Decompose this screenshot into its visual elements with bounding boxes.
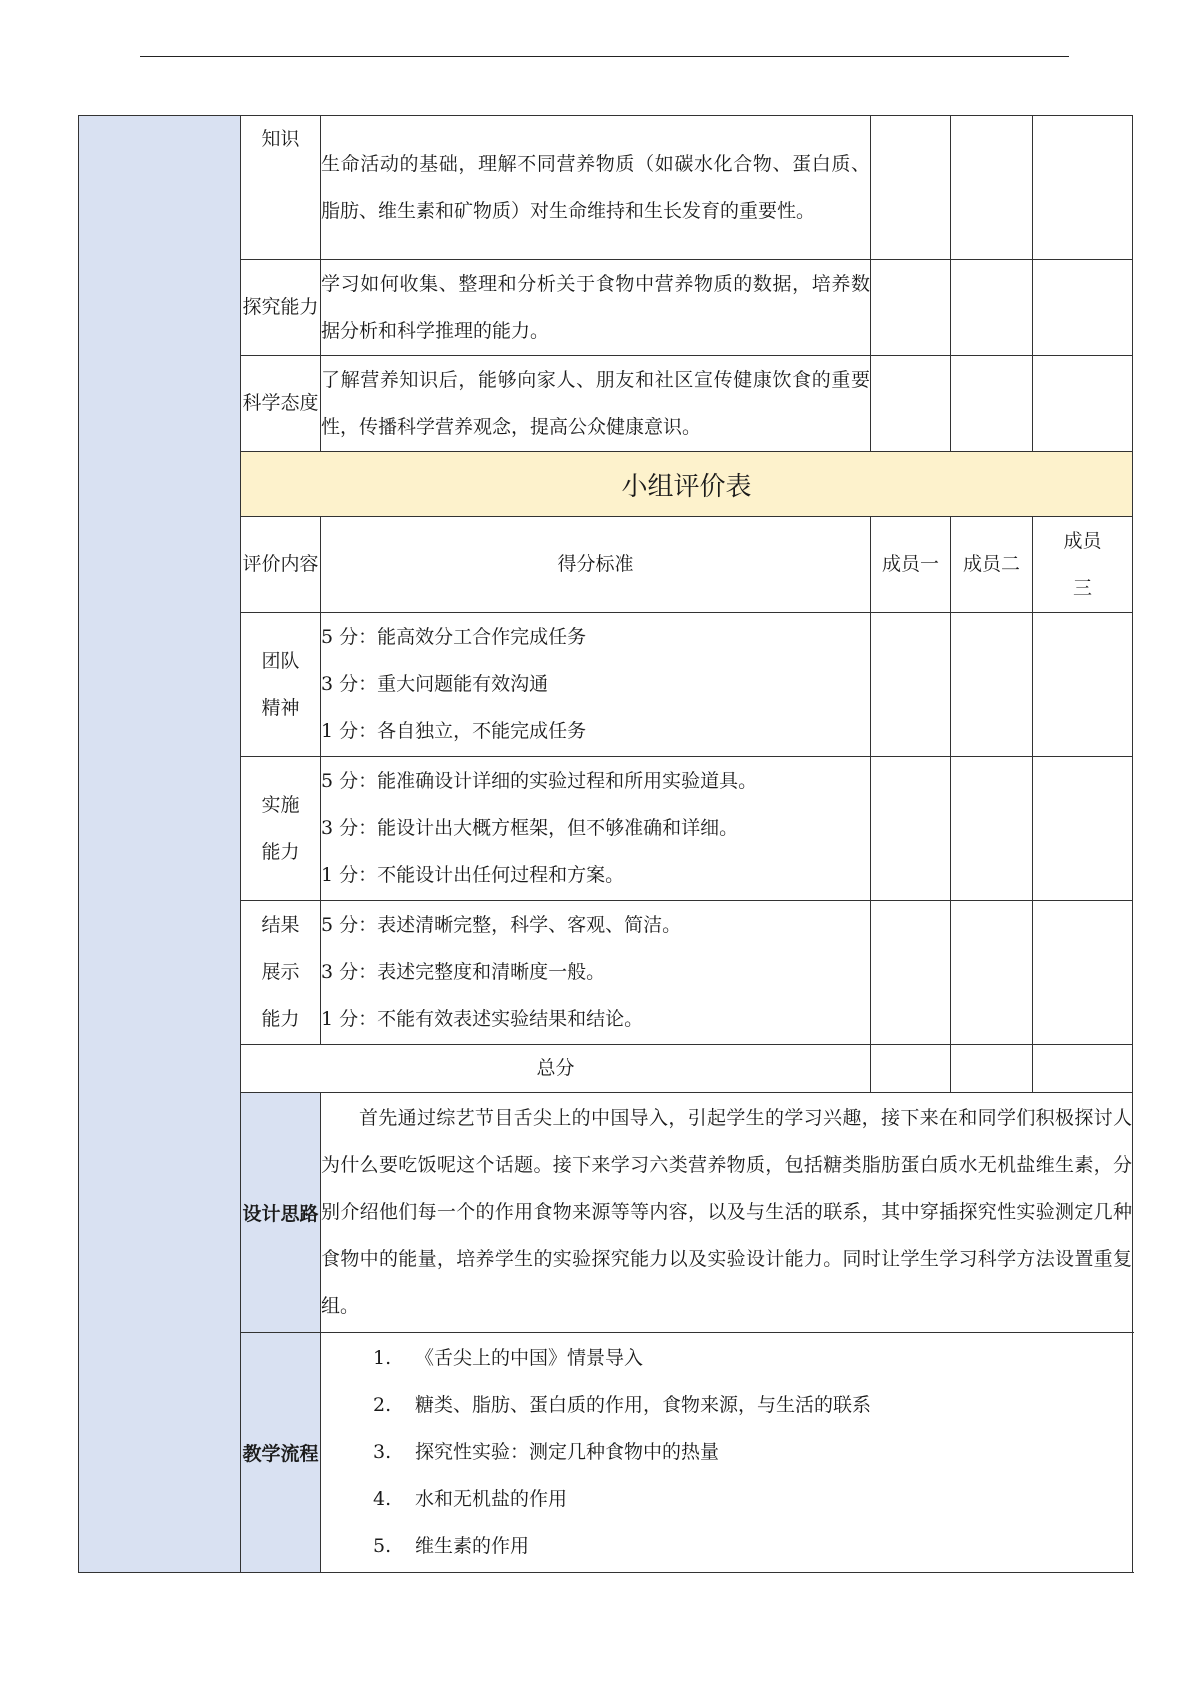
total-label: 总分 bbox=[241, 1045, 871, 1093]
flow-list bbox=[321, 1333, 1133, 1573]
criteria-cell bbox=[321, 613, 871, 757]
flow-item bbox=[321, 1335, 1132, 1382]
flow-item-text: 维生素的作用 bbox=[415, 1535, 530, 1557]
score-cell bbox=[871, 116, 951, 260]
criterion: 5 分：能准确设计详细的实验过程和所用实验道具。 bbox=[321, 770, 758, 792]
criterion: 1 分：不能设计出任何过程和方案。 bbox=[321, 864, 625, 886]
header-rule bbox=[140, 56, 1069, 57]
criteria-cell bbox=[321, 757, 871, 901]
score-cell bbox=[871, 1045, 951, 1093]
row-label: 知识 bbox=[241, 116, 321, 260]
flow-item bbox=[321, 1429, 1132, 1476]
score-cell bbox=[871, 260, 951, 356]
score-cell bbox=[1033, 901, 1133, 1045]
flow-item bbox=[321, 1382, 1132, 1429]
flow-item bbox=[321, 1523, 1132, 1570]
flow-item-text: 糖类、脂肪、蛋白质的作用，食物来源，与生活的联系 bbox=[415, 1394, 872, 1416]
score-cell bbox=[871, 356, 951, 452]
criterion: 3 分：重大问题能有效沟通 bbox=[321, 673, 549, 695]
score-cell bbox=[951, 356, 1033, 452]
side-cell-blank bbox=[79, 116, 241, 1573]
score-cell bbox=[871, 757, 951, 901]
row-label: 科学态度 bbox=[241, 356, 321, 452]
criterion: 3 分：能设计出大概方框架，但不够准确和详细。 bbox=[321, 817, 739, 839]
criteria-cell bbox=[321, 901, 871, 1045]
criterion: 1 分：不能有效表述实验结果和结论。 bbox=[321, 1008, 644, 1030]
criterion: 5 分：能高效分工合作完成任务 bbox=[321, 626, 587, 648]
score-cell bbox=[871, 613, 951, 757]
score-cell bbox=[1033, 356, 1133, 452]
design-label: 设计思路 bbox=[241, 1093, 321, 1333]
header-member-2: 成员二 bbox=[951, 517, 1033, 613]
evaluation-table bbox=[78, 115, 1133, 1573]
score-cell bbox=[951, 901, 1033, 1045]
score-cell bbox=[1033, 116, 1133, 260]
flow-item-num: 1. bbox=[373, 1347, 392, 1369]
flow-item-num: 3. bbox=[373, 1441, 392, 1463]
row-text: 学习如何收集、整理和分析关于食物中营养物质的数据，培养数据分析和科学推理的能力。 bbox=[321, 260, 871, 356]
criterion: 3 分：表述完整度和清晰度一般。 bbox=[321, 961, 606, 983]
header-member-1: 成员一 bbox=[871, 517, 951, 613]
flow-item-num: 2. bbox=[373, 1394, 392, 1416]
score-cell bbox=[1033, 757, 1133, 901]
flow-item-text: 《舌尖上的中国》情景导入 bbox=[415, 1347, 644, 1369]
row-label: 探究能力 bbox=[241, 260, 321, 356]
score-cell bbox=[951, 1045, 1033, 1093]
row-label: 团队精神 bbox=[241, 613, 321, 757]
knowledge-row bbox=[79, 116, 1133, 260]
row-text: 生命活动的基础，理解不同营养物质（如碳水化合物、蛋白质、脂肪、维生素和矿物质）对生命维持和生长发育的重要性。 bbox=[321, 116, 871, 260]
flow-item-num: 5. bbox=[373, 1535, 392, 1557]
flow-item-text: 水和无机盐的作用 bbox=[415, 1488, 568, 1510]
score-cell bbox=[871, 901, 951, 1045]
score-cell bbox=[951, 613, 1033, 757]
criterion: 5 分：表述清晰完整，科学、客观、简洁。 bbox=[321, 914, 682, 936]
flow-item bbox=[321, 1476, 1132, 1523]
criterion: 1 分：各自独立，不能完成任务 bbox=[321, 720, 587, 742]
flow-label: 教学流程 bbox=[241, 1333, 321, 1573]
header-standard: 得分标准 bbox=[321, 517, 871, 613]
row-text: 了解营养知识后，能够向家人、朋友和社区宣传健康饮食的重要性，传播科学营养观念，提高公众健康意识。 bbox=[321, 356, 871, 452]
group-eval-title: 小组评价表 bbox=[241, 452, 1133, 517]
row-label: 结果展示能力 bbox=[241, 901, 321, 1045]
score-cell bbox=[1033, 1045, 1133, 1093]
flow-item-num: 4. bbox=[373, 1488, 392, 1510]
header-member-3: 成员三 bbox=[1033, 517, 1133, 613]
score-cell bbox=[951, 260, 1033, 356]
score-cell bbox=[951, 116, 1033, 260]
flow-item-text: 探究性实验：测定几种食物中的热量 bbox=[415, 1441, 720, 1463]
header-content: 评价内容 bbox=[241, 517, 321, 613]
score-cell bbox=[1033, 260, 1133, 356]
design-text: 首先通过综艺节目舌尖上的中国导入，引起学生的学习兴趣，接下来在和同学们积极探讨人为什么要吃饭呢这个话题。接下来学习六类营养物质，包括糖类脂肪蛋白质水无机盐维生素，分别介绍他们每一个的作用食物来源等等内容，以及与生活的联系，其中穿插探究性实验测定几种食物中的能量，培养学生的实验探究能力以及实验设计能力。同时让学生学习科学方法设置重复组。 bbox=[321, 1093, 1133, 1333]
score-cell bbox=[1033, 613, 1133, 757]
row-label: 实施能力 bbox=[241, 757, 321, 901]
score-cell bbox=[951, 757, 1033, 901]
